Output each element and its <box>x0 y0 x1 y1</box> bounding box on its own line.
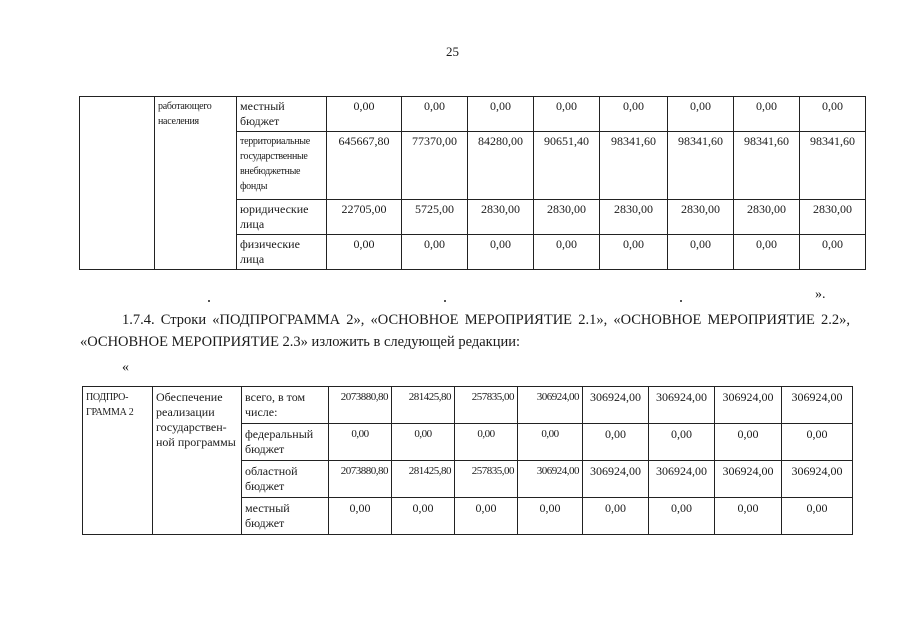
value-cell: 0,00 <box>782 498 853 535</box>
value-cell: 0,00 <box>583 424 649 461</box>
value-cell: 0,00 <box>734 97 800 132</box>
value-cell: 2830,00 <box>734 200 800 235</box>
value-cell: 0,00 <box>649 498 715 535</box>
value-cell: 98341,60 <box>734 132 800 200</box>
amendment-paragraph <box>80 309 850 353</box>
value-cell: 306924,00 <box>715 461 782 498</box>
source-cell: федеральный бюджет <box>242 424 329 461</box>
paragraph-text: 1.7.4. Строки «ПОДПРОГРАММА 2», «ОСНОВНОЕ МЕРОПРИЯТИЕ 2.1», «ОСНОВНОЕ МЕРОПРИЯТИЕ 2.2», «ОСНОВНОЕ МЕРОПРИЯТИЕ 2.3» изложить в следующей редакции: <box>80 312 850 350</box>
value-cell: 0,00 <box>468 97 534 132</box>
source-cell: местный бюджет <box>237 97 327 132</box>
value-cell: 2830,00 <box>800 200 866 235</box>
value-cell: 0,00 <box>534 235 600 270</box>
value-cell: 306924,00 <box>518 387 583 424</box>
value-cell: 306924,00 <box>649 387 715 424</box>
value-cell: 0,00 <box>327 235 402 270</box>
value-cell: 0,00 <box>583 498 649 535</box>
group-label-cell: работающего населения <box>155 97 237 270</box>
value-cell: 98341,60 <box>600 132 668 200</box>
value-cell: 0,00 <box>518 424 583 461</box>
value-cell: 98341,60 <box>800 132 866 200</box>
value-cell: 98341,60 <box>668 132 734 200</box>
table-row <box>80 97 866 132</box>
scan-dot <box>680 300 682 302</box>
subprogram-2-table <box>82 386 853 535</box>
value-cell: 306924,00 <box>782 387 853 424</box>
value-cell: 2073880,80 <box>329 387 392 424</box>
source-cell: физические лица <box>237 235 327 270</box>
value-cell: 0,00 <box>455 424 518 461</box>
value-cell: 0,00 <box>668 235 734 270</box>
value-cell: 0,00 <box>782 424 853 461</box>
value-cell: 2830,00 <box>534 200 600 235</box>
value-cell: 0,00 <box>715 498 782 535</box>
program-name-cell: Обеспечение реализации государствен-ной программы <box>153 387 242 535</box>
value-cell: 0,00 <box>649 424 715 461</box>
value-cell: 0,00 <box>518 498 583 535</box>
value-cell: 0,00 <box>327 97 402 132</box>
value-cell: 0,00 <box>668 97 734 132</box>
value-cell: 281425,80 <box>392 461 455 498</box>
value-cell: 5725,00 <box>402 200 468 235</box>
value-cell: 306924,00 <box>583 461 649 498</box>
program-label-cell: ПОДПРО-ГРАММА 2 <box>83 387 153 535</box>
value-cell: 0,00 <box>468 235 534 270</box>
value-cell: 0,00 <box>402 97 468 132</box>
empty-cell <box>80 97 155 270</box>
value-cell: 281425,80 <box>392 387 455 424</box>
opening-quote: « <box>122 360 129 375</box>
value-cell: 0,00 <box>800 97 866 132</box>
value-cell: 0,00 <box>455 498 518 535</box>
table-row <box>83 387 853 424</box>
value-cell: 0,00 <box>392 424 455 461</box>
value-cell: 306924,00 <box>649 461 715 498</box>
value-cell: 2830,00 <box>600 200 668 235</box>
value-cell: 0,00 <box>534 97 600 132</box>
value-cell: 2073880,80 <box>329 461 392 498</box>
value-cell: 2830,00 <box>468 200 534 235</box>
value-cell: 0,00 <box>402 235 468 270</box>
page-number: 25 <box>446 44 459 59</box>
value-cell: 90651,40 <box>534 132 600 200</box>
value-cell: 0,00 <box>715 424 782 461</box>
value-cell: 0,00 <box>800 235 866 270</box>
value-cell: 257835,00 <box>455 387 518 424</box>
value-cell: 257835,00 <box>455 461 518 498</box>
scan-dot <box>208 300 210 302</box>
source-cell: юридические лица <box>237 200 327 235</box>
value-cell: 306924,00 <box>715 387 782 424</box>
value-cell: 306924,00 <box>782 461 853 498</box>
source-cell: всего, в том числе: <box>242 387 329 424</box>
source-cell: областной бюджет <box>242 461 329 498</box>
source-cell: территориальные государственные внебюджетные фонды <box>237 132 327 200</box>
value-cell: 84280,00 <box>468 132 534 200</box>
value-cell: 645667,80 <box>327 132 402 200</box>
value-cell: 22705,00 <box>327 200 402 235</box>
value-cell: 306924,00 <box>583 387 649 424</box>
value-cell: 306924,00 <box>518 461 583 498</box>
closing-quote: ». <box>815 287 826 302</box>
value-cell: 0,00 <box>329 424 392 461</box>
scan-dot <box>444 300 446 302</box>
value-cell: 0,00 <box>329 498 392 535</box>
budget-table-continued <box>79 96 866 270</box>
value-cell: 0,00 <box>734 235 800 270</box>
value-cell: 2830,00 <box>668 200 734 235</box>
value-cell: 0,00 <box>392 498 455 535</box>
value-cell: 0,00 <box>600 235 668 270</box>
value-cell: 77370,00 <box>402 132 468 200</box>
value-cell: 0,00 <box>600 97 668 132</box>
source-cell: местный бюджет <box>242 498 329 535</box>
